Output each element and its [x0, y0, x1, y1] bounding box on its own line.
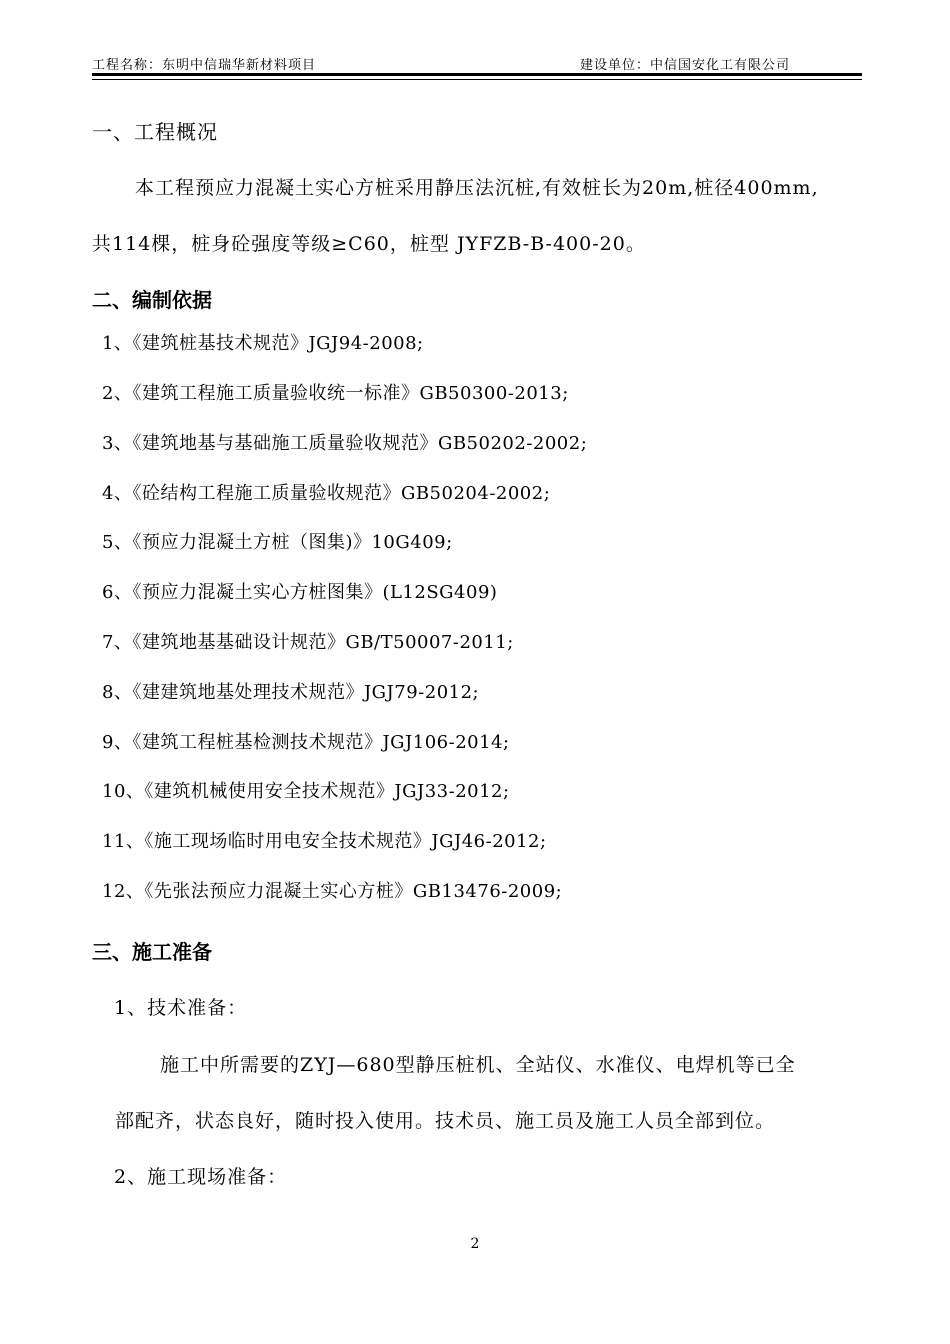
basis-item: 3、《建筑地基与基础施工质量验收规范》GB50202-2002; [102, 433, 588, 454]
basis-item: 12、《先张法预应力混凝土实心方桩》GB13476-2009; [102, 881, 563, 902]
header-rule-thin [92, 79, 862, 80]
tech-prep-para-line-2: 部配齐，状态良好，随时投入使用。技术员、施工员及施工人员全部到位。 [115, 1110, 776, 1132]
overview-para-line-2: 共114棵，桩身砼强度等级≥C60，桩型 JYFZB-B-400-20。 [92, 233, 646, 255]
subheading-tech-prep: 1、技术准备： [114, 997, 248, 1019]
page-header [92, 52, 862, 74]
basis-item: 11、《施工现场临时用电安全技术规范》JGJ46-2012; [102, 831, 547, 852]
section-heading-basis: 二、编制依据 [92, 288, 212, 312]
section-heading-preparation: 三、施工准备 [92, 940, 212, 964]
subheading-site-prep: 2、施工现场准备： [114, 1166, 288, 1188]
tech-prep-para-line-1: 施工中所需要的ZYJ—680型静压桩机、全站仪、水准仪、电焊机等已全 [160, 1054, 796, 1076]
basis-item: 8、《建建筑地基处理技术规范》JGJ79-2012; [102, 682, 480, 703]
basis-item: 7、《建筑地基基础设计规范》GB/T50007-2011; [102, 632, 514, 653]
basis-item: 4、《砼结构工程施工质量验收规范》GB50204-2002; [102, 483, 551, 504]
basis-item: 2、《建筑工程施工质量验收统一标准》GB50300-2013; [102, 383, 569, 404]
section-heading-overview: 一、工程概况 [92, 120, 218, 144]
builder-name: 建设单位：中信国安化工有限公司 [580, 58, 791, 73]
basis-item: 9、《建筑工程桩基检测技术规范》JGJ106-2014; [102, 732, 510, 753]
basis-item: 6、《预应力混凝土实心方桩图集》(L12SG409) [102, 582, 498, 603]
basis-item: 1、《建筑桩基技术规范》JGJ94-2008; [102, 333, 424, 354]
page-number: 2 [470, 1236, 480, 1252]
basis-item: 5、《预应力混凝土方桩（图集)》10G409; [102, 532, 453, 553]
project-name: 工程名称：东明中信瑞华新材料项目 [92, 58, 317, 73]
basis-item: 10、《建筑机械使用安全技术规范》JGJ33-2012; [102, 781, 510, 802]
header-rule-thick [92, 73, 862, 76]
overview-para-line-1: 本工程预应力混凝土实心方桩采用静压法沉桩,有效桩长为20m,桩径400mm, [135, 177, 819, 199]
